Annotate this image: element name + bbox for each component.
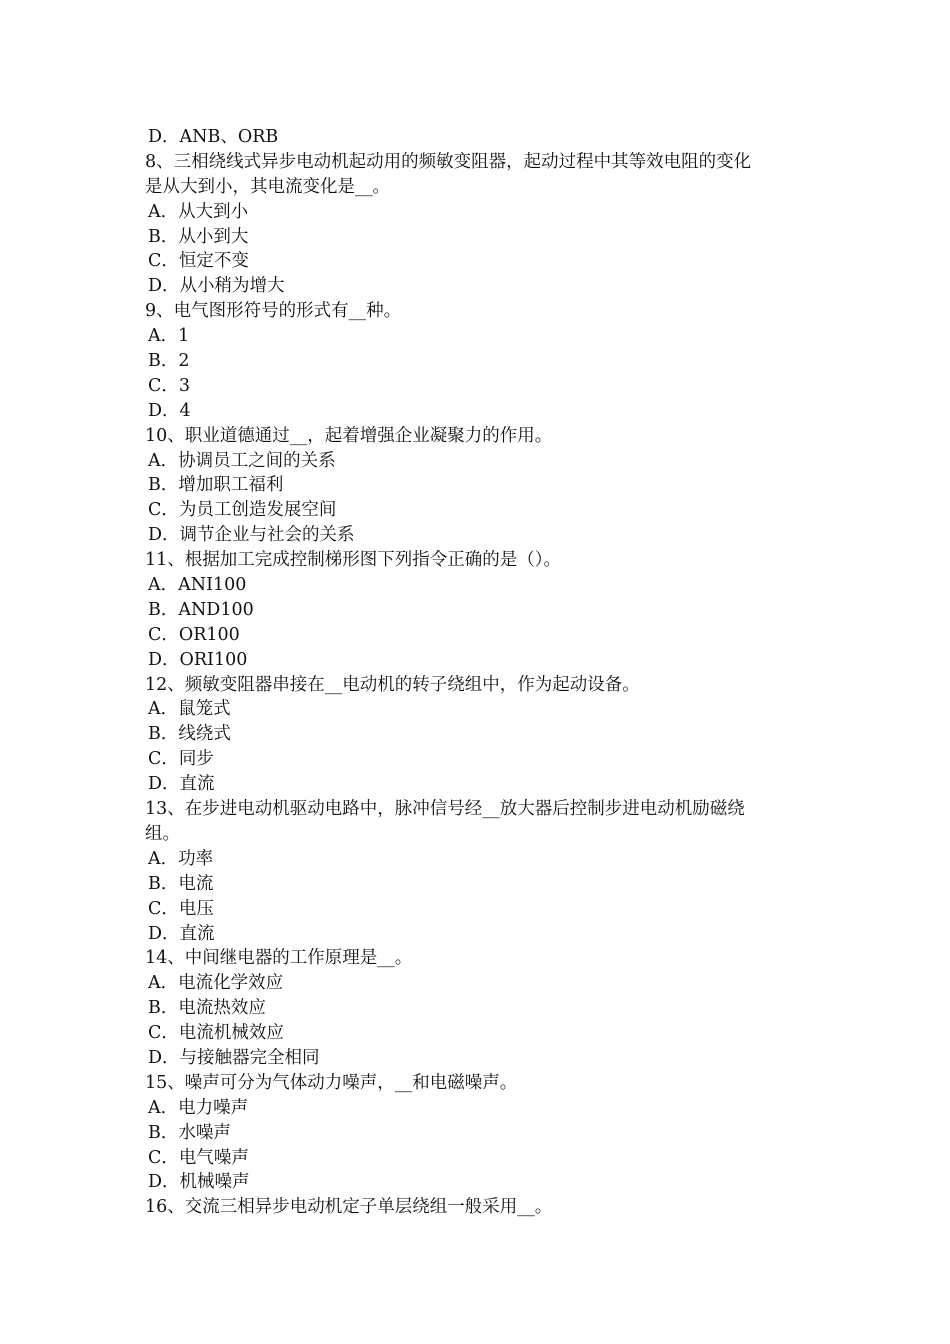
question-line: 10、职业道德通过__，起着增强企业凝聚力的作用。 bbox=[145, 425, 553, 446]
option-line: C．恒定不变 bbox=[148, 251, 249, 272]
question-line: 11、根据加工完成控制梯形图下列指令正确的是（）。 bbox=[145, 550, 562, 571]
question-line: 8、三相绕线式异步电动机起动用的频敏变阻器，起动过程中其等效电阻的变化 bbox=[145, 151, 752, 172]
question-line: 16、交流三相异步电动机定子单层绕组一般采用__。 bbox=[145, 1197, 553, 1218]
question-line: 15、噪声可分为气体动力噪声，__和电磁噪声。 bbox=[145, 1072, 518, 1093]
option-line: D．ANB、ORB bbox=[148, 127, 279, 147]
option-line: D．4 bbox=[148, 400, 191, 421]
question-line: 组。 bbox=[145, 823, 180, 844]
option-line: D．从小稍为增大 bbox=[148, 276, 285, 297]
question-line: 是从大到小，其电流变化是__。 bbox=[145, 176, 390, 197]
option-line: A．电力噪声 bbox=[148, 1097, 249, 1118]
option-line: B．线绕式 bbox=[148, 724, 231, 745]
option-line: B．2 bbox=[148, 351, 190, 372]
option-line: C．电压 bbox=[148, 898, 214, 919]
option-line: A．鼠笼式 bbox=[148, 699, 231, 720]
option-line: A．从大到小 bbox=[148, 201, 249, 222]
option-line: B．电流 bbox=[148, 873, 214, 894]
question-line: 13、在步进电动机驱动电路中，脉冲信号经__放大器后控制步进电动机励磁绕 bbox=[145, 799, 745, 820]
option-line: B．增加职工福利 bbox=[148, 475, 284, 496]
option-line: B．电流热效应 bbox=[148, 998, 266, 1019]
option-line: C．为员工创造发展空间 bbox=[148, 500, 337, 521]
option-line: D．与接触器完全相同 bbox=[148, 1047, 320, 1068]
option-line: C．电流机械效应 bbox=[148, 1023, 284, 1044]
option-line: C．3 bbox=[148, 375, 191, 396]
option-line: B．AND100 bbox=[148, 599, 254, 620]
option-line: A．电流化学效应 bbox=[148, 973, 284, 994]
option-line: B．水噪声 bbox=[148, 1122, 231, 1143]
question-line: 9、电气图形符号的形式有__种。 bbox=[145, 301, 402, 322]
option-line: A．ANI100 bbox=[148, 575, 247, 596]
option-line: D．调节企业与社会的关系 bbox=[148, 525, 355, 546]
option-line: B．从小到大 bbox=[148, 226, 249, 247]
option-line: A．协调员工之间的关系 bbox=[148, 450, 336, 471]
option-line: D．直流 bbox=[148, 923, 215, 944]
option-line: C．OR100 bbox=[148, 624, 240, 645]
option-line: A．功率 bbox=[148, 848, 214, 869]
option-line: D．直流 bbox=[148, 774, 215, 795]
option-line: A．1 bbox=[148, 326, 190, 347]
question-line: 14、中间继电器的工作原理是__。 bbox=[145, 948, 413, 969]
question-line: 12、频敏变阻器串接在__电动机的转子绕组中，作为起动设备。 bbox=[145, 674, 640, 695]
option-line: C．电气噪声 bbox=[148, 1147, 249, 1168]
option-line: C．同步 bbox=[148, 749, 214, 770]
question-text-block bbox=[145, 125, 825, 1220]
option-line: D．机械噪声 bbox=[148, 1172, 250, 1193]
option-line: D．ORI100 bbox=[148, 649, 248, 670]
